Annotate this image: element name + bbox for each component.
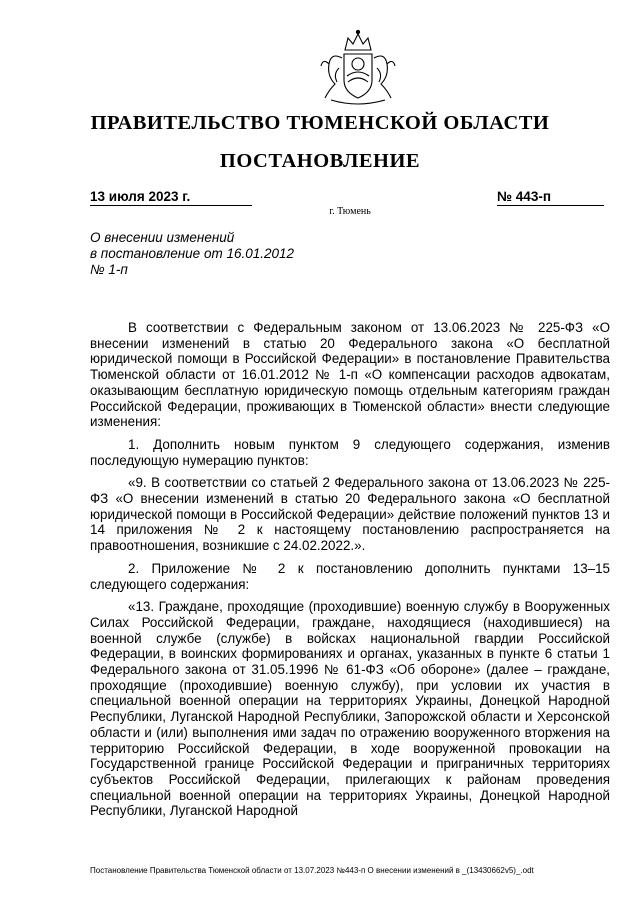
document-body (90, 320, 610, 819)
document-date: 13 июля 2023 г. (90, 189, 191, 204)
body-paragraph: «9. В соответствии со статьей 2 Федерального закона от 13.06.2023 № 225-ФЗ «О внесении изменений в статью 20 Федерального закона «О бесплатной юридической помощи в Российской Федерации» действие положений пунктов 13 и 14 приложения № 2 к настоящему постановлению распространяется на правоотношения, возникшие с 24.02.2022.». (90, 475, 610, 554)
page-footer: Постановление Правительства Тюменской области от 13.07.2023 №443-п О внесении изменений в _(13430662v5)_.odt (90, 866, 534, 875)
government-title: ПРАВИТЕЛЬСТВО ТЮМЕНСКОЙ ОБЛАСТИ (90, 112, 550, 134)
city-label: г. Тюмень (329, 206, 371, 217)
subject-line: в постановление от 16.01.2012 (90, 246, 295, 261)
subject-line: О внесении изменений (90, 230, 235, 245)
document-number: № 443-п (497, 189, 551, 204)
document-subject (90, 230, 294, 278)
coat-of-arms-emblem (317, 28, 399, 108)
body-paragraph: В соответствии с Федеральным законом от 13.06.2023 № 225-ФЗ «О внесении изменений в статью 20 Федерального закона «О бесплатной юридической помощи в Российской Федерации» в постановление Правительства Тюменской области от 16.01.2012 № 1-п «О компенсации расходов адвокатам, оказывающим бесплатную юридическую помощь отдельным категориям граждан Российской Федерации, проживающих в Тюменской области» внести следующие изменения: (90, 320, 610, 430)
document-type-title: ПОСТАНОВЛЕНИЕ (219, 150, 421, 172)
body-paragraph: «13. Граждане, проходящие (проходившие) военную службу в Вооруженных Силах Российской Федерации, граждане, находящиеся (находившиеся) на военной службе (службе) в войсках национальной гвардии Российской Федерации, в воинских формированиях и органах, указанных в пункте 6 статьи 1 Федерального закона от 31.05.1996 № 61-ФЗ «Об обороне» (далее – граждане, проходящие (проходившие) военную службу), при условии их участия в специальной военной операции на территориях Украины, Донецкой Народной Республики, Луганской Народной Республики, Запорожской области и Херсонской области и (или) выполнения ими задач по отражению вооруженного вторжения на территорию Российской Федерации, в ходе вооруженной провокации на Государственной границе Российской Федерации и приграничных территориях субъектов Российской Федерации, прилегающих к районам проведения специальной военной операции на территориях Украины, Донецкой Народной Республики, Луганской Народной (90, 599, 610, 819)
body-paragraph: 2. Приложение № 2 к постановлению дополнить пунктами 13–15 следующего содержания: (90, 560, 610, 592)
body-paragraph: 1. Дополнить новым пунктом 9 следующего содержания, изменив последующую нумерацию пунктов: (90, 436, 610, 468)
subject-line: № 1-п (90, 262, 128, 277)
